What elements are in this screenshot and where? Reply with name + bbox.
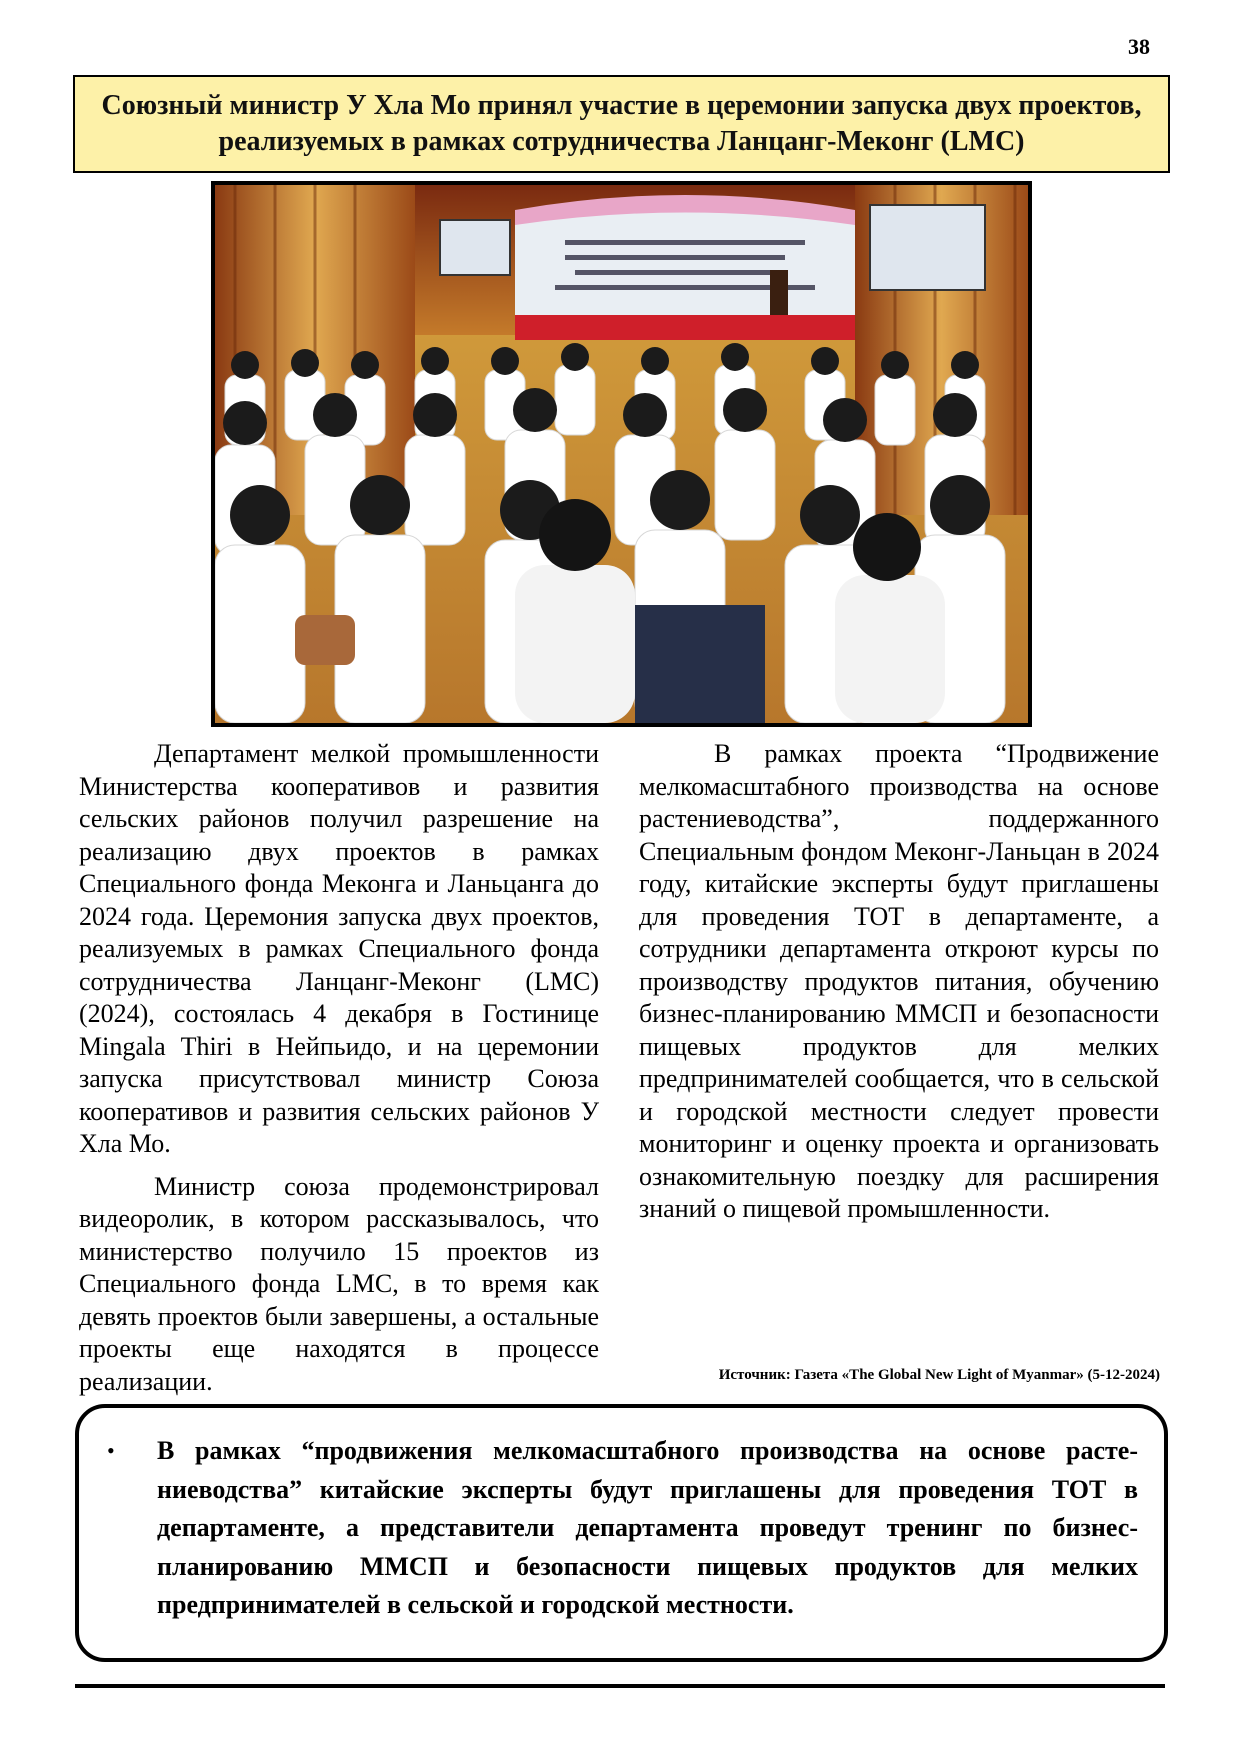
- conference-photo: [211, 181, 1032, 727]
- article-title-box: [73, 75, 1170, 173]
- bottom-divider: [75, 1684, 1165, 1688]
- summary-box: [75, 1404, 1168, 1662]
- summary-text: В рамках “продвижения мелкомасштабного производства на основе растениеводства” китайские эксперты будут приглашены для проведения ТОТ в департаменте, а представители департамента проведут тренинг по бизнеспланированию ММСП и безопасности пищевых продуктов для мелких предпринимателей в сельской и городской местности.: [157, 1436, 1138, 1619]
- article-paragraph: В рамках проекта “Продвижение мелкомасштабного производства на основе растениеводства”, поддержанного Специальным фондом Меконг-Ланьцан в 2024 году, китайские эксперты будут приглашены для проведения ТОТ в департаменте, а сотрудники департамента откроют курсы по производству продуктов питания, обучению бизнес-планированию ММСП и безопасности пищевых продуктов для мелких предпринимателей сообщается, что в сельской и городской местности следует провести мониторинг и оценку проекта и организовать ознакомительную поездку для расширения знаний о пищевой промышленности.: [639, 739, 1159, 1223]
- article-title: Союзный министр У Хла Мо принял участие в церемонии запуска двух проектов, реализуемых в рамках сотрудничества Ланцанг-Меконг (LMC): [101, 90, 1142, 157]
- article-right-column: [639, 738, 1159, 1226]
- summary-item: [101, 1432, 1138, 1625]
- page-number: 38: [1128, 34, 1150, 59]
- conference-photo-illustration: [215, 185, 1028, 723]
- article-paragraph: Министр союза продемонстрировал видеоролик, в котором рассказывалось, что министерство получило 15 проектов из Специального фонда LMC, в то время как девять проектов были завершены, а остальные проекты еще находятся в процессе реализации.: [79, 1171, 599, 1396]
- source-credit: Источник: Газета «The Global New Light of Myanmar» (5-12-2024): [718, 1367, 1160, 1383]
- article-left-column: [79, 738, 599, 1398]
- bullet-icon: •: [107, 1438, 115, 1463]
- article-paragraph: Департамент мелкой промышленности Министерства кооперативов и развития сельских районов получил разрешение на реализацию двух проектов в рамках Специального фонда Меконга и Ланьцанга до 2024 года. Церемония запуска двух проектов, реализуемых в рамках Специального фонда сотрудничества Ланцанг-Меконг (LMC) (2024), состоялась 4 декабря в Гостинице Mingala Thiri в Нейпьидо, и на церемонии запуска присутствовал министр Союза кооперативов и развития сельских районов У Хла Мо.: [79, 739, 599, 1158]
